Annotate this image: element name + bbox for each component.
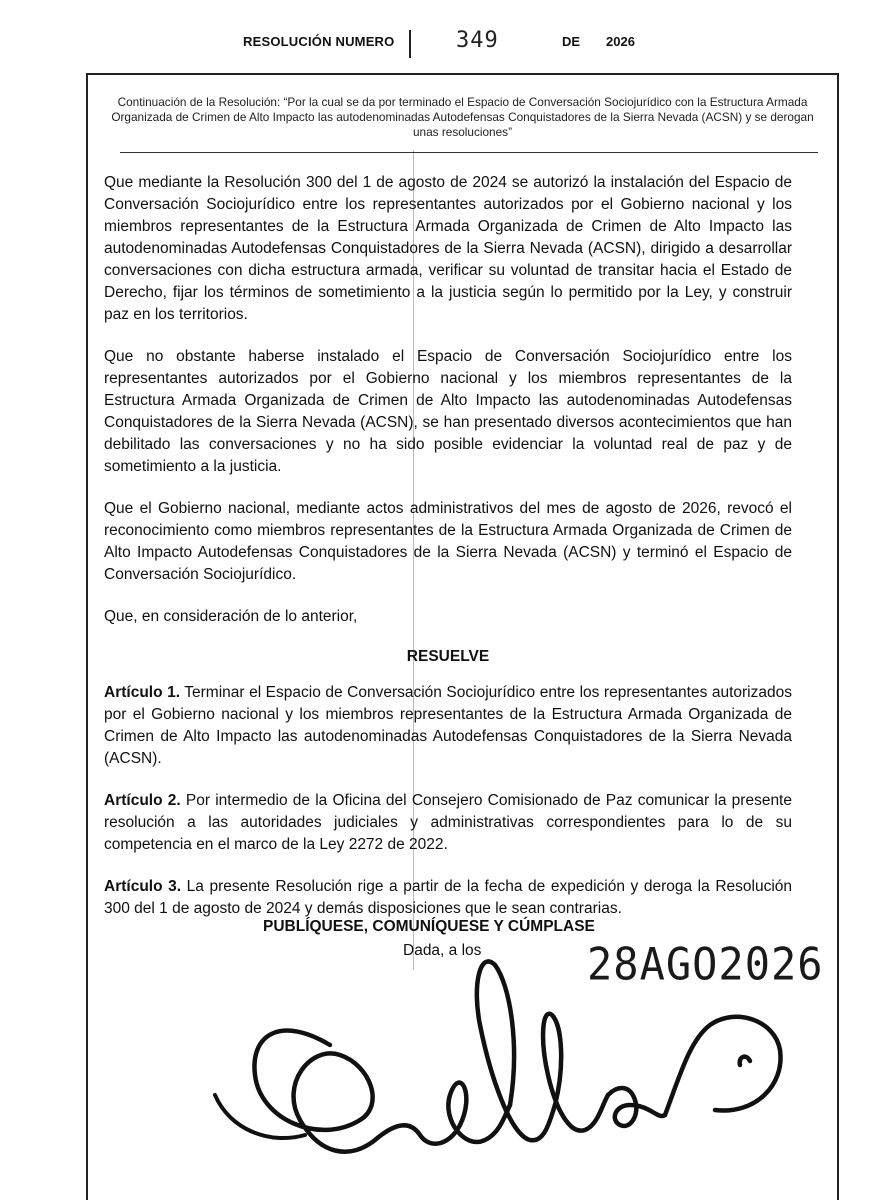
considerando-paragraph-4: Que, en consideración de lo anterior, <box>104 608 358 625</box>
continuation-rule <box>120 152 818 153</box>
signature-icon <box>210 945 790 1200</box>
dada-text: Dada, a los <box>403 942 482 959</box>
de-label: DE <box>562 34 581 49</box>
considerando-paragraph-3: Que el Gobierno nacional, mediante actos administrativos del mes de agosto de 2026, revocó el reconocimiento como miembros representantes de la Estructura Armada Organizada de Crimen de Alto Impacto Autodefensas Conquistadores de la Sierra Nevada (ACSN) y terminó el Espacio de Conversación Sociojurídico. <box>104 500 792 583</box>
frame-right-border <box>837 73 839 1200</box>
resolution-label: RESOLUCIÓN NUMERO <box>243 34 395 49</box>
article-1-text: Terminar el Espacio de Conversación Sociojurídico entre los representantes autorizados por el Gobierno nacional y los miembros representantes de la Estructura Armada Organizada de Crimen de Alto Impacto las autodenominadas Autodefensas Conquistadores de la Sierra Nevada (ACSN). <box>104 684 792 767</box>
article-3-label: Artículo 3. <box>104 878 182 895</box>
considerando-paragraph-2: Que no obstante haberse instalado el Espacio de Conversación Sociojurídico entre los representantes autorizados por el Gobierno nacional y los miembros representantes de la Estructura Armada Organizada de Crimen de Alto Impacto las autodenominadas Autodefensas Conquistadores de la Sierra Nevada (ACSN), se han presentado diversos acontecimientos que han debilitado las conversaciones y no ha sido posible evidenciar la voluntad real de paz y de sometimiento a la justicia. <box>104 348 792 475</box>
considerando-paragraph-1: Que mediante la Resolución 300 del 1 de agosto de 2024 se autorizó la instalación del Espacio de Conversación Sociojurídico entre los representantes autorizados por el Gobierno nacional y los miembros representantes de la Estructura Armada Organizada de Crimen de Alto Impacto las autodenominadas Autodefensas Conquistadores de la Sierra Nevada (ACSN), dirigido a desarrollar conversaciones con dicha estructura armada, verificar su voluntad de transitar hacia el Estado de Derecho, fijar los términos de sometimiento a la justicia según lo permitido por la Ley, y construir paz en los territorios. <box>104 174 792 323</box>
article-3-text: La presente Resolución rige a partir de la fecha de expedición y deroga la Resolución 300 del 1 de agosto de 2024 y demás disposiciones que le sean contrarias. <box>104 878 792 917</box>
closing-formula: PUBLÍQUESE, COMUNÍQUESE Y CÚMPLASE <box>263 918 595 935</box>
continuation-text: Continuación de la Resolución: “Por la cual se da por terminado el Espacio de Conversación Sociojurídico con la Estructura Armada Organizada de Crimen de Alto Impacto las autodenominadas Autodefensas Conquistadores de la Sierra Nevada (ACSN) y se derogan unas resoluciones” <box>111 95 814 139</box>
frame-top-border <box>86 73 839 75</box>
resolution-header <box>0 26 892 66</box>
article-2 <box>104 790 792 856</box>
article-3 <box>104 876 792 920</box>
article-1-label: Artículo 1. <box>104 684 181 701</box>
document-body <box>104 172 792 940</box>
resolution-year: 2026 <box>606 34 635 49</box>
article-2-text: Por intermedio de la Oficina del Consejero Comisionado de Paz comunicar la presente resolución a las autoridades judiciales y administrativas correspondientes para lo de su competencia en el marco de la Ley 2272 de 2022. <box>104 792 792 853</box>
frame-left-border <box>86 73 88 1200</box>
header-divider <box>409 30 411 58</box>
resuelve-heading: RESUELVE <box>406 648 490 665</box>
resolution-number: 349 <box>456 28 499 53</box>
article-2-label: Artículo 2. <box>104 792 181 809</box>
date-stamp: 28AGO2026 <box>587 938 824 991</box>
article-1 <box>104 682 792 770</box>
